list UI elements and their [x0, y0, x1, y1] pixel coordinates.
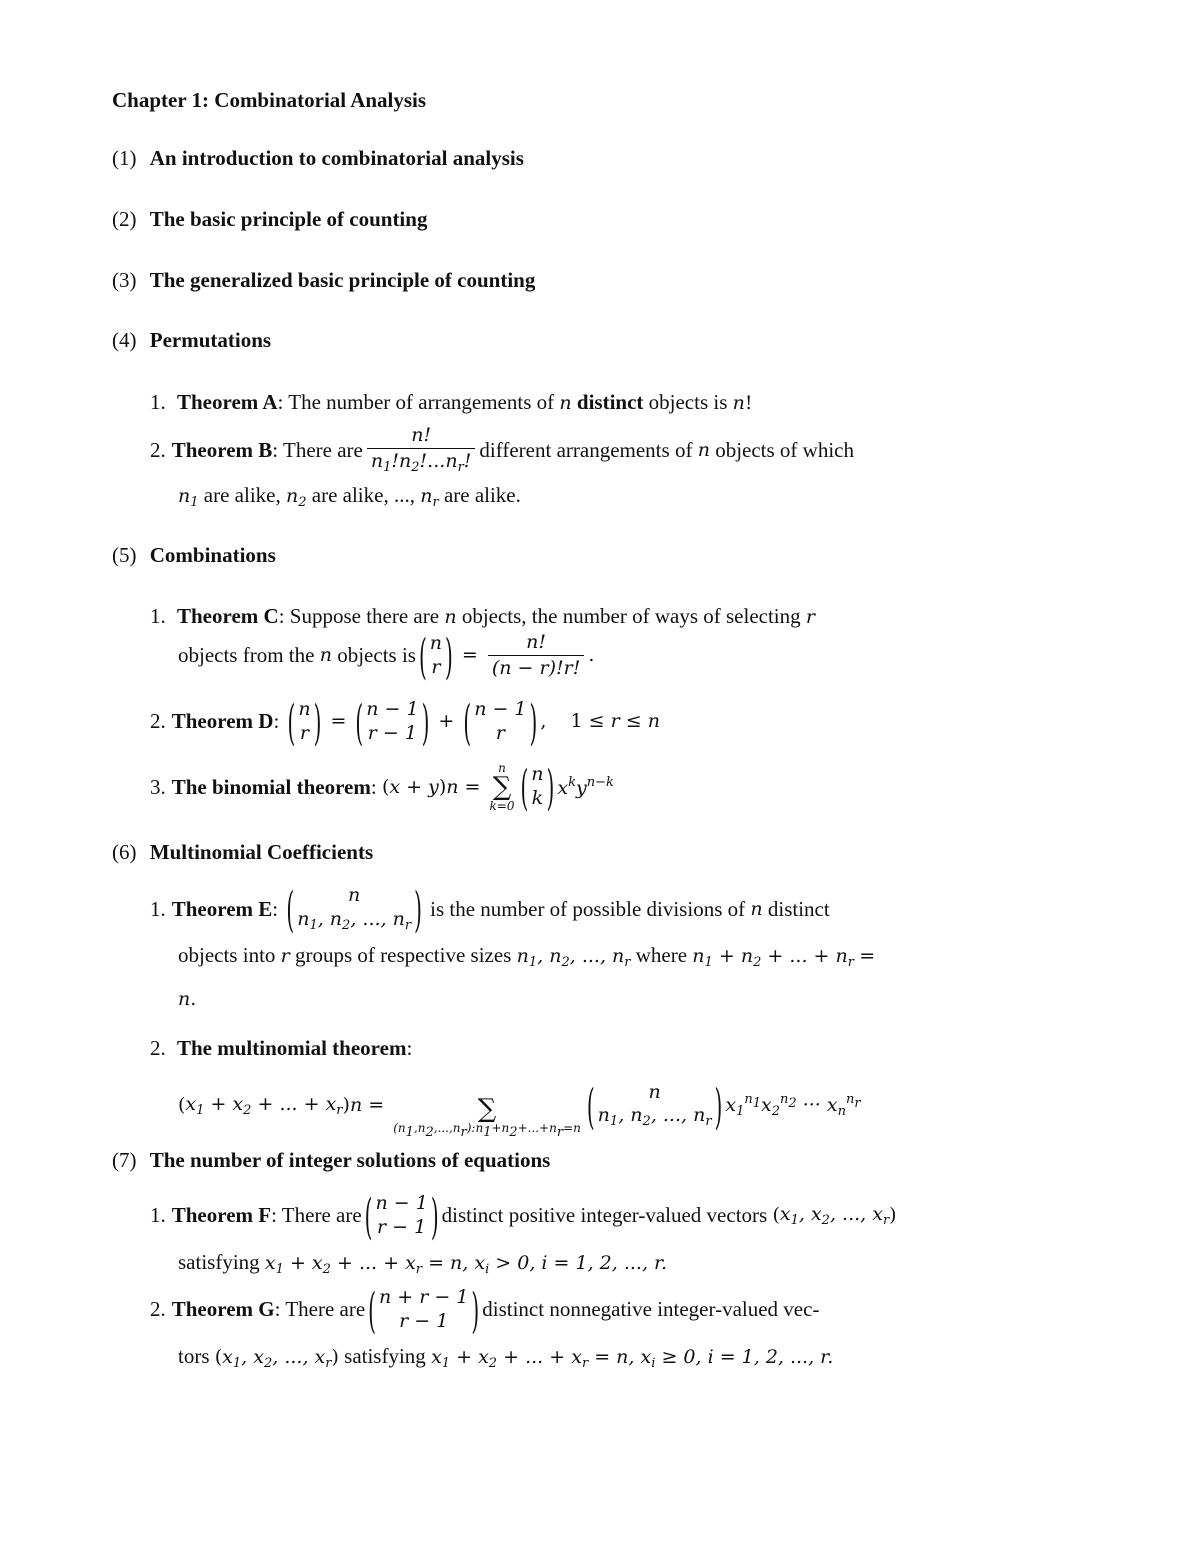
theorem-a: 1. Theorem A: The number of arrangements of n distinct objects is n!	[150, 390, 753, 414]
section-1	[112, 148, 524, 169]
binomial-coefficient: ( n k )	[520, 758, 555, 816]
binomial-coefficient: ( n + r − 1 r − 1 )	[368, 1280, 480, 1339]
theorem-text: distinct nonnegative integer-valued vec-	[482, 1297, 820, 1322]
item-number: 1.	[150, 1203, 166, 1228]
theorem-text: :	[273, 709, 280, 734]
theorem-label: Theorem E	[171, 896, 273, 921]
theorem-text: objects from the	[178, 643, 315, 668]
multinomial-coefficient: ( n $n_1$, $n_2$, ..., $n_r$ )	[286, 880, 422, 938]
theorem-text: objects into	[178, 943, 276, 967]
section-5	[112, 545, 276, 566]
theorem-text: :	[272, 896, 279, 921]
theorem-label: Theorem C	[177, 604, 279, 628]
section-2	[112, 209, 427, 230]
section-title: An introduction to combinatorial analysis	[149, 146, 524, 170]
theorem-b-line2: $n_1$ are alike, $n_2$ are alike, ..., $n_r$ are alike.	[178, 483, 521, 510]
fraction: $\frac{n!}{(n - r)!r!}$	[488, 633, 585, 678]
binomial-coefficient: ( n − 1 r − 1 )	[355, 692, 430, 751]
binomial-coefficient: ( n r )	[287, 692, 322, 751]
multinomial-theorem	[150, 1038, 412, 1059]
section-4	[112, 330, 271, 351]
binomial-coefficient: ( n − 1 r )	[463, 692, 538, 751]
section-title: Multinomial Coefficients	[149, 840, 374, 864]
section-title: The number of integer solutions of equations	[149, 1148, 551, 1172]
theorem-text: is the number of possible divisions of	[430, 896, 746, 921]
theorem-e-line2: objects into r groups of respective sizes $n_1$, $n_2$, ..., $n_r$ where $n_1 + n_2$ + ... + $n_r$ =	[178, 943, 876, 970]
theorem-text: : There are	[271, 1203, 362, 1228]
chapter-title: Chapter 1: Combinatorial Analysis	[112, 88, 427, 112]
theorem-label: The multinomial theorem	[177, 1036, 407, 1060]
theorem-text: are alike, ...,	[311, 483, 415, 507]
theorem-e-line3: n.	[178, 988, 197, 1010]
section-title: The basic principle of counting	[149, 207, 428, 231]
binomial-coefficient: ( n r )	[418, 626, 453, 685]
theorem-g	[150, 1280, 820, 1339]
theorem-text: satisfying	[344, 1344, 426, 1368]
section-6	[112, 842, 373, 863]
theorem-text: : The number of arrangements of	[277, 390, 555, 414]
item-number: 2.	[150, 1036, 166, 1060]
theorem-text: distinct	[767, 896, 830, 921]
theorem-text: objects of which	[715, 437, 854, 462]
item-number: 1.	[150, 896, 166, 921]
theorem-label: The binomial theorem	[171, 774, 371, 799]
section-number: (6)	[112, 840, 137, 864]
section-number: (1)	[112, 146, 137, 170]
theorem-g-line2: tors ($x_1$, $x_2$, ..., $x_r$) satisfying $x_1 + x_2$ + ... + $x_r = n$, $x_i \ge 0$, i = 1, 2, ..., r.	[178, 1344, 834, 1371]
theorem-label: Theorem B	[171, 437, 273, 462]
fraction: $\frac{n!}{n_1!n_2!...n_r!}$	[367, 426, 476, 474]
theorem-text: distinct positive integer-valued vectors	[441, 1203, 768, 1228]
theorem-d: 2. Theorem D : ( n r ) = ( n − 1 r − 1 ) + ( n − 1 r ) , 1 ≤ r ≤ n	[150, 692, 660, 751]
theorem-b: 2. Theorem B : There are $\frac{n!}{n_1!n_2!...n_r!}$ different arrangements of n objects of which	[150, 424, 854, 475]
item-number: 1.	[150, 604, 166, 628]
binomial-coefficient: ( n − 1 r − 1 )	[364, 1186, 439, 1245]
section-number: (2)	[112, 207, 137, 231]
theorem-text: are alike.	[443, 483, 521, 507]
item-number: 1.	[150, 390, 166, 414]
section-title: The generalized basic principle of counting	[149, 268, 536, 292]
item-number: 3.	[150, 774, 166, 799]
theorem-text: where	[635, 943, 688, 967]
theorem-text: : There are	[274, 1297, 366, 1322]
theorem-text: : There are	[272, 437, 363, 462]
theorem-label: Theorem G	[171, 1297, 275, 1322]
binomial-theorem: 3. The binomial theorem : ( x + y ) n = n ∑ k=0 ( n k ) $x^ky^{n-k}$	[150, 758, 614, 816]
item-number: 2.	[150, 709, 166, 734]
theorem-e: 1. Theorem E : ( n $n_1$, $n_2$, ..., $n_r$ ) is the number of possible divisions of n distinct	[150, 880, 830, 938]
summation: n ∑ k=0	[489, 761, 515, 813]
theorem-text: :	[370, 774, 377, 799]
theorem-text: : Suppose there are	[278, 604, 440, 628]
section-title: Permutations	[149, 328, 272, 352]
theorem-text: objects is	[337, 643, 416, 668]
section-number: (5)	[112, 543, 137, 567]
theorem-text: objects, the number of ways of selecting	[461, 604, 801, 628]
section-7	[112, 1150, 550, 1171]
section-number: (4)	[112, 328, 137, 352]
theorem-text: :	[406, 1036, 413, 1060]
section-3	[112, 270, 535, 291]
multinomial-formula: ( $x_1 + x_2$ + ... + $x_r$ ) n = ∑ $(n_1,n_2,...,n_r):n_1+n_2+...+n_r=n$ ( n $n_1$, $n_2$, ..., $n_r$ ) $x_1^{n_1}x_2^{n_2}$ ··· $x_n^{n_r}$	[178, 1076, 861, 1140]
section-number: (7)	[112, 1148, 137, 1172]
theorem-label: Theorem F	[171, 1203, 272, 1228]
theorem-text: tors	[178, 1344, 210, 1368]
section-title: Combinations	[149, 543, 276, 567]
theorem-text: groups of respective sizes	[295, 943, 512, 967]
item-number: 2.	[150, 437, 166, 462]
theorem-text: different arrangements of	[479, 437, 693, 462]
theorem-emphasis: distinct	[576, 390, 644, 414]
theorem-c-line2: objects from the n objects is ( n r ) = $\frac{n!}{(n - r)!r!}$ .	[178, 626, 595, 685]
section-number: (3)	[112, 268, 137, 292]
theorem-text: are alike,	[203, 483, 281, 507]
theorem-label: Theorem D	[171, 709, 274, 734]
summation: ∑ $(n_1,n_2,...,n_r):n_1+n_2+...+n_r=n$	[393, 1094, 581, 1140]
multinomial-coefficient: ( n $n_1$, $n_2$, ..., $n_r$ )	[586, 1076, 723, 1135]
theorem-f-line2: satisfying $x_1 + x_2$ + ... + $x_r = n$, $x_i > 0$, i = 1, 2, ..., r.	[178, 1250, 668, 1277]
theorem-c: 1. Theorem C: Suppose there are n objects, the number of ways of selecting r	[150, 604, 815, 628]
theorem-text: satisfying	[178, 1250, 260, 1274]
theorem-label: Theorem A	[177, 390, 278, 414]
item-number: 2.	[150, 1297, 166, 1322]
theorem-f: 1. Theorem F : There are ( n − 1 r − 1 ) distinct positive integer-valued vectors ( $x_1$, $x_2$, ..., $x_r$ )	[150, 1186, 897, 1245]
theorem-text: objects is	[648, 390, 728, 414]
